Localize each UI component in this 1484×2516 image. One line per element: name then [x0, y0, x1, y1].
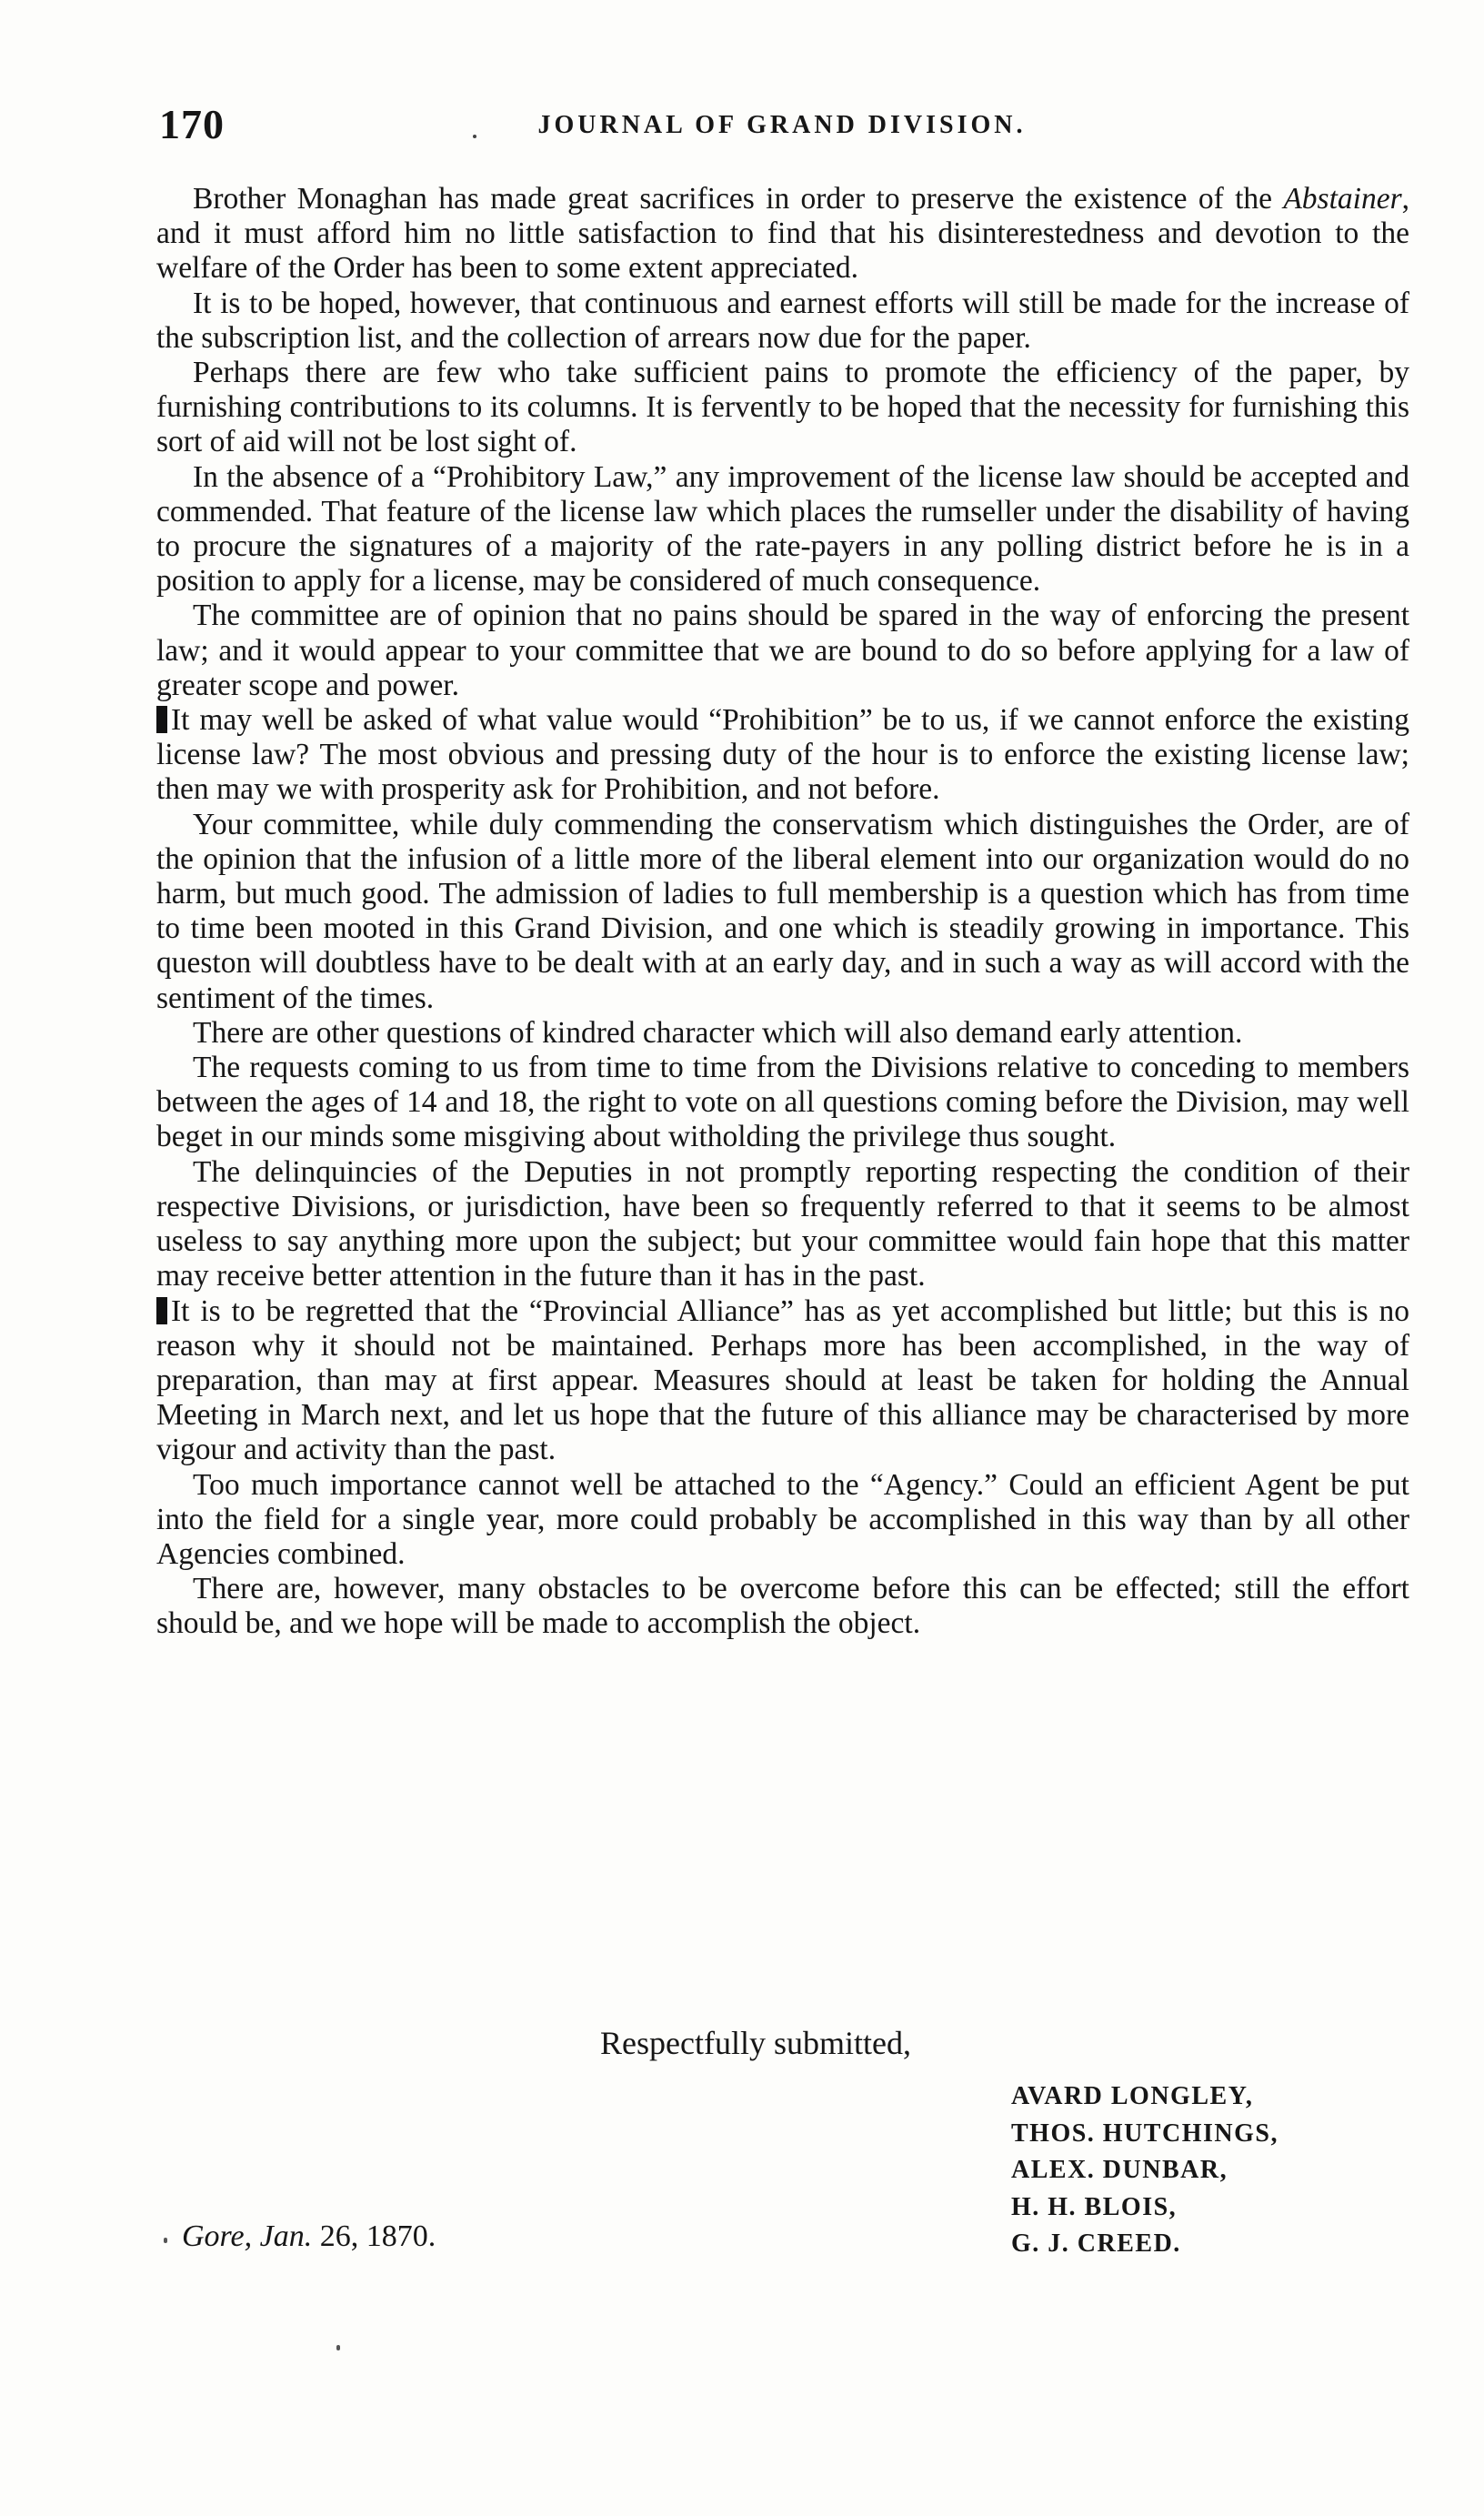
- paragraph-text: It may well be asked of what value would “Prohibition” be to us, if we cannot enforce the existing license law? The most obvious and pressing duty of the hour is to enforce the existing license law; then may we with prosperity ask for Prohibition, and not before.: [156, 703, 1409, 807]
- ink-block-mark: [156, 1297, 167, 1324]
- publication-title: Abstainer: [1283, 182, 1402, 216]
- paragraph-text: It is to be regretted that the “Provincial Alliance” has as yet accomplished but little; but this is no reason why it should not be maintained. Perhaps more has been accomplished, in the way of preparation, than may at first appear. Measures should at least be taken for holding the Annual Meeting in March next, and let us hope that the future of this alliance may be characterised by more vigour and activity than the past.: [156, 1293, 1409, 1467]
- dateline-month: Jan.: [259, 2219, 313, 2253]
- paragraph: [156, 182, 1409, 287]
- dateline: [182, 2219, 436, 2254]
- paragraph-text: , and it must afford him no little satisfaction to find that his disinterestedness and devotion to the welfare of the Order has been to some extent appreciated.: [156, 182, 1409, 286]
- signatories-list: [1011, 2078, 1278, 2263]
- ink-block-mark: [156, 706, 167, 733]
- signatory-name: ALEX. DUNBAR,: [1011, 2156, 1228, 2184]
- print-speck: [164, 2238, 167, 2243]
- running-head: JOURNAL OF GRAND DIVISION.: [537, 111, 1027, 139]
- dateline-date: 26, 1870.: [312, 2219, 436, 2253]
- paragraph: Perhaps there are few who take sufficient pains to promote the efficiency of the paper, by furnishing contributions to its columns. It is fervently to be hoped that the necessity for furnishing this sort of aid will not be lost sight of.: [156, 356, 1409, 459]
- report-body: [156, 182, 1409, 1642]
- page-header: [159, 100, 1405, 155]
- paragraph: Too much importance cannot well be attached to the “Agency.” Could an efficient Agent be put into the field for a single year, more could probably be accomplished in this way than by all other Agencies combined.: [156, 1467, 1409, 1571]
- paragraph: The requests coming to us from time to time from the Divisions relative to conceding to members between the ages of 14 and 18, the right to vote on all questions coming before the Division, may well beget in our minds some misgiving about witholding the privilege thus sought.: [156, 1051, 1409, 1154]
- paragraph: It is to be hoped, however, that continuous and earnest efforts will still be made for the increase of the subscription list, and the collection of arrears now due for the paper.: [156, 286, 1409, 355]
- signatory-name: H. H. BLOIS,: [1011, 2192, 1178, 2221]
- paragraph: [156, 1294, 1409, 1468]
- paragraph: The committee are of opinion that no pains should be spared in the way of enforcing the present law; and it would appear to your committee that we are bound to do so before applying for a law of greater scope and power.: [156, 599, 1409, 702]
- paragraph: In the absence of a “Prohibitory Law,” any improvement of the license law should be accepted and commended. That feature of the license law which places the rumseller under the disability of having to procure the signatures of a majority of the rate-payers in any polling district before he is in a position to apply for a license, may be considered of much consequence.: [156, 459, 1409, 599]
- signatory-name: AVARD LONGLEY,: [1011, 2082, 1254, 2110]
- paragraph: Your committee, while duly commending the conservatism which distinguishes the Order, are of the opinion that the infusion of a little more of the liberal element into our organization would do no harm, but much good. The admission of ladies to full membership is a question which has from time to time been mooted in this Grand Division, and one which is steadily growing in importance. This queston will doubtless have to be dealt with at an early day, and in such a way as will accord with the sentiment of the times.: [156, 807, 1409, 1015]
- page-number: 170: [159, 101, 225, 147]
- paragraph-text: Brother Monaghan has made great sacrifices in order to preserve the existence of the: [193, 182, 1284, 216]
- paragraph: The delinquincies of the Deputies in not promptly reporting respecting the condition of their respective Divisions, or jurisdiction, have been so frequently referred to that it seems to be almost useless to say anything more upon the subject; but your committee would fain hope that this matter may receive better attention in the future than it has in the past.: [156, 1154, 1409, 1293]
- paragraph: [156, 703, 1409, 808]
- paragraph: There are other questions of kindred character which will also demand early attention.: [193, 1015, 1243, 1050]
- print-speck: [336, 2345, 340, 2350]
- signatory-name: G. J. CREED.: [1011, 2229, 1181, 2258]
- dateline-place: Gore,: [182, 2219, 253, 2253]
- closing-line: Respectfully submitted,: [600, 2025, 911, 2061]
- signatory-name: THOS. HUTCHINGS,: [1011, 2118, 1278, 2148]
- paragraph: There are, however, many obstacles to be overcome before this can be effected; still the effort should be, and we hope will be made to accomplish the object.: [156, 1572, 1409, 1641]
